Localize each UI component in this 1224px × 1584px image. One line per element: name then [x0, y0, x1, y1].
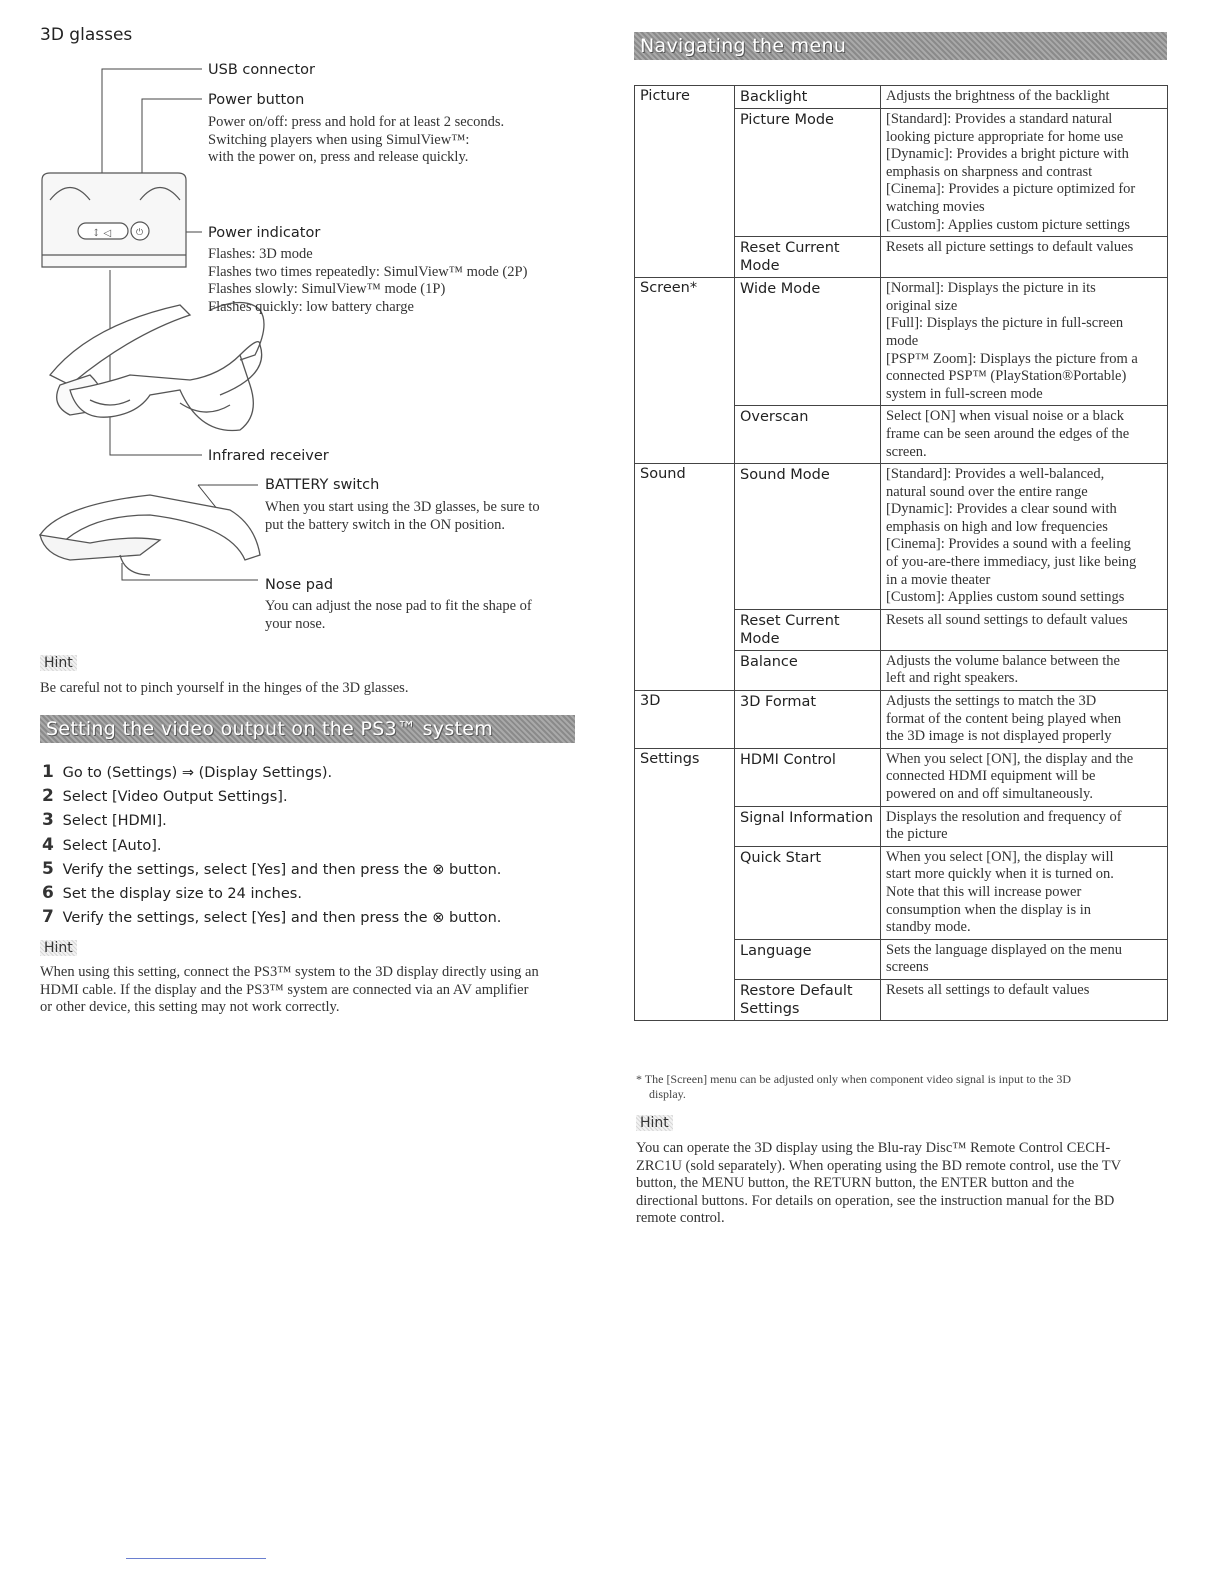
- bottom-rule: [126, 1558, 266, 1559]
- footnote: * The [Screen] menu can be adjusted only when component video signal is input to the 3D display.: [636, 1072, 1072, 1101]
- power-button-desc: Power on/off: press and hold for at least 2 seconds. Switching players when using SimulView™: with the power on, press and release quickly.: [208, 114, 505, 165]
- section-title-video-output: Setting the video output on the PS3™ system: [40, 715, 575, 743]
- item-name: Picture Mode: [735, 109, 881, 237]
- item-desc: Resets all picture settings to default values: [881, 237, 1168, 278]
- item-desc: Resets all sound settings to default values: [881, 609, 1168, 650]
- item-name: Signal Information: [735, 806, 881, 846]
- setup-steps: [42, 760, 582, 929]
- table-row: [635, 846, 1168, 939]
- item-desc: Adjusts the settings to match the 3D format of the content being played when the 3D image is not displayed properly: [881, 691, 1168, 749]
- table-row: [635, 86, 1168, 109]
- glasses-side: [40, 495, 260, 575]
- glasses-front: [50, 303, 264, 431]
- hint-badge: Hint: [40, 655, 77, 671]
- section-title-navigating-menu: Navigating the menu: [634, 32, 1167, 60]
- battery-switch-desc: When you start using the 3D glasses, be sure to put the battery switch in the ON position.: [265, 499, 540, 533]
- item-name: Wide Mode: [735, 278, 881, 406]
- item-desc: Adjusts the volume balance between the left and right speakers.: [881, 650, 1168, 690]
- item-name: Language: [735, 939, 881, 979]
- category-cell: Settings: [635, 748, 735, 806]
- power-button-label: Power button: [208, 92, 305, 108]
- item-desc: Adjusts the brightness of the backlight: [881, 86, 1168, 109]
- item-desc: Select [ON] when visual noise or a black frame can be seen around the edges of the screen.: [881, 406, 1168, 464]
- item-name: Quick Start: [735, 846, 881, 939]
- table-row: [635, 237, 1168, 278]
- step-item: 7 Verify the settings, select [Yes] and then press the ⊗ button.: [42, 907, 502, 928]
- table-row: [635, 650, 1168, 690]
- item-desc: [Standard]: Provides a standard natural looking picture appropriate for home use [Dynamic]: Provides a bright picture with emphasis on sharpness and contrast [Cinema]: Provides a picture optimized for watching movies [Custom]: Applies custom picture settings: [881, 109, 1168, 237]
- table-row: [635, 939, 1168, 979]
- control-panel-closeup: [42, 173, 186, 267]
- battery-switch-label: BATTERY switch: [265, 477, 380, 493]
- item-desc: [Standard]: Provides a well-balanced, natural sound over the entire range [Dynamic]: Provides a clear sound with emphasis on high and low frequencies [Cinema]: Provides a sound with a feeling of you-are-there immediacy, just like being in a movie theater [Custom]: Applies custom sound settings: [881, 464, 1168, 610]
- item-desc: Sets the language displayed on the menu screens: [881, 939, 1168, 979]
- power-indicator-label: Power indicator: [208, 225, 321, 241]
- step-item: 1 Go to (Settings) ⇒ (Display Settings).: [42, 762, 333, 782]
- table-row: [635, 109, 1168, 237]
- item-desc: Resets all settings to default values: [881, 979, 1168, 1020]
- category-cell: Screen*: [635, 278, 735, 406]
- power-indicator-desc: Flashes: 3D mode Flashes two times repeatedly: SimulView™ mode (2P) Flashes slowly: SimulView™ mode (1P) Flashes quickly: low battery charge: [208, 246, 528, 315]
- item-name: Sound Mode: [735, 464, 881, 610]
- step-item: 5 Verify the settings, select [Yes] and then press the ⊗ button.: [42, 858, 502, 879]
- table-row: [635, 979, 1168, 1020]
- table-row: [635, 748, 1168, 806]
- table-row: [635, 278, 1168, 406]
- item-desc: When you select [ON], the display and the connected HDMI equipment will be powered on and off simultaneously.: [881, 748, 1168, 806]
- step-item: 6 Set the display size to 24 inches.: [42, 882, 302, 903]
- svg-text:↕ ◁: ↕ ◁: [92, 228, 112, 239]
- item-desc: When you select [ON], the display will start more quickly when it is turned on. Note that this will increase power consumption when the display is in standby mode.: [881, 846, 1168, 939]
- item-name: Reset Current Mode: [735, 609, 881, 650]
- table-row: [635, 609, 1168, 650]
- page-heading: 3D glasses: [40, 25, 133, 45]
- category-cell: 3D: [635, 691, 735, 749]
- hint-text: Be careful not to pinch yourself in the hinges of the 3D glasses.: [40, 680, 409, 696]
- step-item: 4 Select [Auto].: [42, 834, 162, 855]
- menu-table: [634, 85, 1168, 1021]
- hint-text: You can operate the 3D display using the Blu-ray Disc™ Remote Control CECH- ZRC1U (sold separately). When operating using the BD remote control, use the TV button, the MENU button, the RETURN button, the ENTER button and the directional buttons. For details on operation, see the instruction manual for the BD remote control.: [636, 1140, 1122, 1226]
- item-desc: Displays the resolution and frequency of the picture: [881, 806, 1168, 846]
- item-name: Restore Default Settings: [735, 979, 881, 1020]
- category-cell: Picture: [635, 86, 735, 109]
- usb-connector-label: USB connector: [208, 62, 316, 78]
- step-item: 2 Select [Video Output Settings].: [42, 786, 288, 807]
- table-row: [635, 806, 1168, 846]
- hint-badge: Hint: [636, 1115, 673, 1131]
- table-row: [635, 691, 1168, 749]
- infrared-receiver-label: Infrared receiver: [208, 448, 329, 464]
- item-name: Backlight: [735, 86, 881, 109]
- item-name: 3D Format: [735, 691, 881, 749]
- table-row: [635, 464, 1168, 610]
- svg-text:⏻: ⏻: [136, 228, 144, 238]
- item-name: Overscan: [735, 406, 881, 464]
- step-item: 3 Select [HDMI].: [42, 810, 167, 831]
- hint-text: When using this setting, connect the PS3™ system to the 3D display directly using an HDMI cable. If the display and the PS3™ system are connected via an AV amplifier or other device, this setting may not work correctly.: [40, 964, 539, 1015]
- item-name: Balance: [735, 650, 881, 690]
- category-cell: Sound: [635, 464, 735, 610]
- item-desc: [Normal]: Displays the picture in its original size [Full]: Displays the picture in full-screen mode [PSP™ Zoom]: Displays the picture from a connected PSP™ (PlayStation®Portable) system in full-screen mode: [881, 278, 1168, 406]
- item-name: HDMI Control: [735, 748, 881, 806]
- hint-badge: Hint: [40, 940, 77, 956]
- nose-pad-label: Nose pad: [265, 577, 334, 593]
- nose-pad-desc: You can adjust the nose pad to fit the shape of your nose.: [265, 598, 532, 632]
- item-name: Reset Current Mode: [735, 237, 881, 278]
- table-row: [635, 406, 1168, 464]
